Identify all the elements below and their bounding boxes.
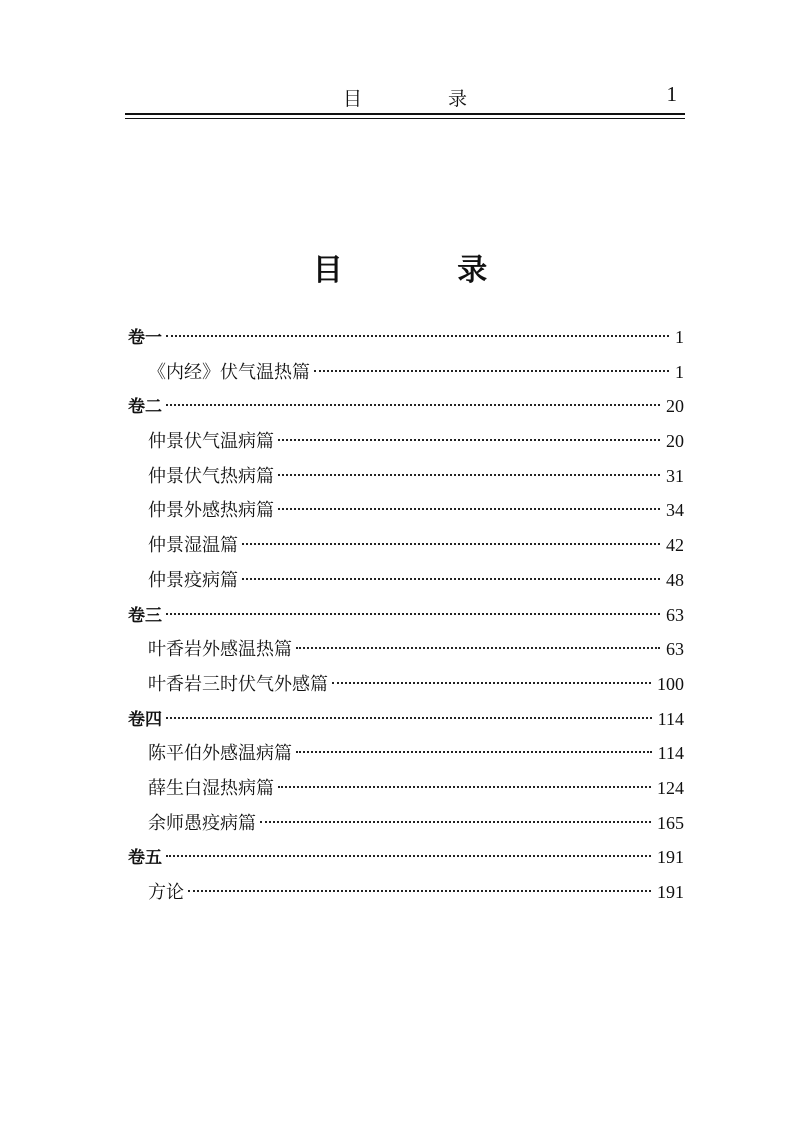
toc-entry-label: 《内经》伏气温热篇 <box>148 361 310 383</box>
toc-entry-page: 20 <box>666 431 684 452</box>
toc-entry-page: 191 <box>657 847 684 868</box>
toc-title: 目 录 <box>312 253 540 288</box>
toc-dot-leader <box>242 543 660 545</box>
toc-chapter-entry[interactable] <box>128 773 684 808</box>
toc-chapter-entry[interactable] <box>128 530 684 565</box>
toc-dot-leader <box>278 508 660 510</box>
toc-entry-page: 1 <box>675 361 684 382</box>
toc-chapter-entry[interactable] <box>128 738 684 773</box>
running-header <box>125 80 685 114</box>
toc-dot-leader <box>242 578 660 580</box>
toc-dot-leader <box>166 717 652 719</box>
toc-chapter-entry[interactable] <box>128 565 684 600</box>
toc-dot-leader <box>314 370 669 372</box>
toc-dot-leader <box>166 613 660 615</box>
toc-entry-label: 余师愚疫病篇 <box>148 812 256 834</box>
toc-dot-leader <box>260 821 651 823</box>
header-rule-thin <box>125 118 685 119</box>
toc-entry-page: 191 <box>657 882 684 902</box>
toc-chapter-entry[interactable] <box>128 669 684 704</box>
toc-dot-leader <box>278 439 660 441</box>
toc-entry-page: 165 <box>657 812 684 833</box>
toc-volume-entry[interactable] <box>128 391 684 426</box>
toc-dot-leader <box>296 751 652 753</box>
toc-entry-page: 48 <box>666 569 684 590</box>
toc-entry-label: 仲景疫病篇 <box>148 569 238 591</box>
toc-entry-page: 20 <box>666 396 684 417</box>
toc-chapter-entry[interactable] <box>128 357 684 392</box>
toc-entry-page: 31 <box>666 465 684 486</box>
toc-volume-entry[interactable] <box>128 842 684 877</box>
toc-entry-label: 方论 <box>148 882 184 903</box>
toc-entry-label: 卷二 <box>128 397 162 418</box>
running-header-page-number: 1 <box>666 82 677 106</box>
toc-volume-entry[interactable] <box>128 600 684 635</box>
toc-chapter-entry[interactable] <box>128 461 684 496</box>
toc-entry-page: 100 <box>657 673 684 694</box>
toc-entry-label: 仲景伏气温病篇 <box>148 431 274 453</box>
toc-entry-page: 63 <box>666 604 684 625</box>
toc-dot-leader <box>166 855 651 857</box>
toc-list <box>128 322 684 912</box>
toc-chapter-entry[interactable] <box>128 495 684 530</box>
toc-dot-leader <box>166 335 669 337</box>
toc-entry-label: 叶香岩三时伏气外感篇 <box>148 673 328 695</box>
header-rule-thick <box>125 113 685 115</box>
toc-entry-page: 1 <box>675 327 684 347</box>
toc-entry-label: 卷三 <box>128 605 162 626</box>
toc-dot-leader <box>278 474 660 476</box>
toc-entry-page: 114 <box>657 708 684 729</box>
toc-volume-entry[interactable] <box>128 322 684 357</box>
toc-entry-label: 薛生白湿热病篇 <box>148 777 274 799</box>
toc-entry-page: 124 <box>657 777 684 798</box>
toc-entry-label: 卷四 <box>128 709 162 730</box>
toc-entry-label: 仲景湿温篇 <box>148 535 238 557</box>
toc-dot-leader <box>296 647 660 649</box>
toc-entry-page: 114 <box>657 743 684 764</box>
toc-entry-page: 42 <box>666 535 684 556</box>
running-header-title: 目 录 <box>342 88 508 110</box>
toc-chapter-entry[interactable] <box>128 634 684 669</box>
toc-entry-page: 34 <box>666 500 684 521</box>
toc-chapter-entry[interactable] <box>128 426 684 461</box>
toc-entry-label: 仲景外感热病篇 <box>148 500 274 522</box>
toc-dot-leader <box>278 786 651 788</box>
toc-chapter-entry[interactable] <box>128 808 684 843</box>
toc-entry-label: 卷一 <box>128 328 162 348</box>
toc-dot-leader <box>188 890 651 892</box>
toc-entry-label: 卷五 <box>128 848 162 869</box>
toc-volume-entry[interactable] <box>128 704 684 739</box>
toc-entry-label: 仲景伏气热病篇 <box>148 465 274 487</box>
toc-entry-page: 63 <box>666 639 684 660</box>
toc-dot-leader <box>332 682 651 684</box>
toc-entry-label: 叶香岩外感温热篇 <box>148 639 292 661</box>
toc-chapter-entry[interactable] <box>128 877 684 912</box>
toc-entry-label: 陈平伯外感温病篇 <box>148 743 292 765</box>
toc-dot-leader <box>166 404 660 406</box>
